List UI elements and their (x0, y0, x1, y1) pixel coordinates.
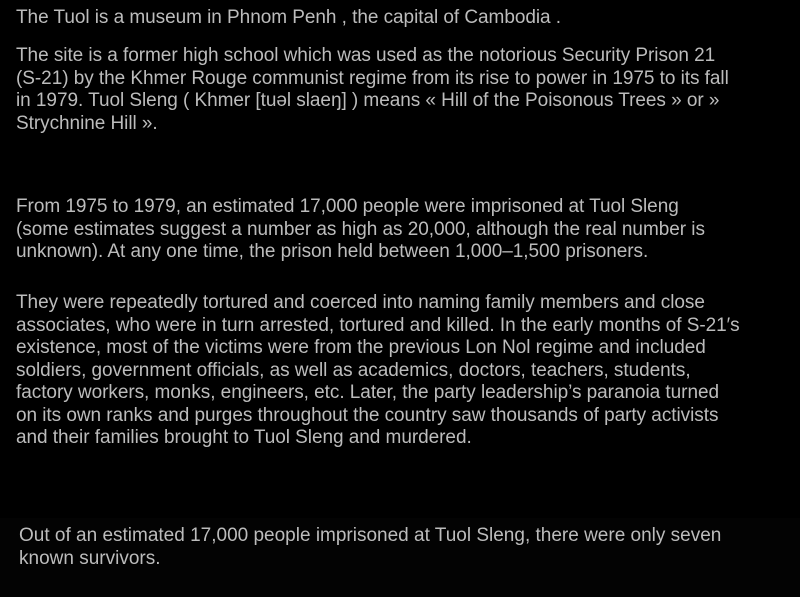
imprisonment-estimate-paragraph: From 1975 to 1979, an estimated 17,000 people were imprisoned at Tuol Sleng (some estimates suggest a number as high as 20,000, although the real number is unknown). At any one time, the prison held between 1,000–1,500 prisoners. (16, 196, 705, 262)
torture-paragraph: They were repeatedly tortured and coerced into naming family members and close associates, who were in turn arrested, tortured and killed. In the early months of S-21′s existence, most of the victims were from the previous Lon Nol regime and included soldiers, government officials, as well as academics, doctors, teachers, students, factory workers, monks, engineers, etc. Later, the party leadership’s paranoia turned on its own ranks and purges throughout the country saw thousands of party activists and their families brought to Tuol Sleng and murdered. (16, 292, 740, 448)
site-history-paragraph: The site is a former high school which was used as the notorious Security Prison 21 (S-21) by the Khmer Rouge communist regime from its rise to power in 1975 to its fall in 1979. Tuol Sleng ( Khmer [tuəl slaeŋ] ) means « Hill of the Poisonous Trees » or » Strychnine Hill ». (16, 45, 729, 134)
survivors-section (0, 518, 800, 597)
survivors-paragraph: Out of an estimated 17,000 people imprisoned at Tuol Sleng, there were only seven known survivors. (19, 525, 722, 569)
intro-paragraph: The Tuol is a museum in Phnom Penh , the capital of Cambodia . (16, 7, 562, 28)
